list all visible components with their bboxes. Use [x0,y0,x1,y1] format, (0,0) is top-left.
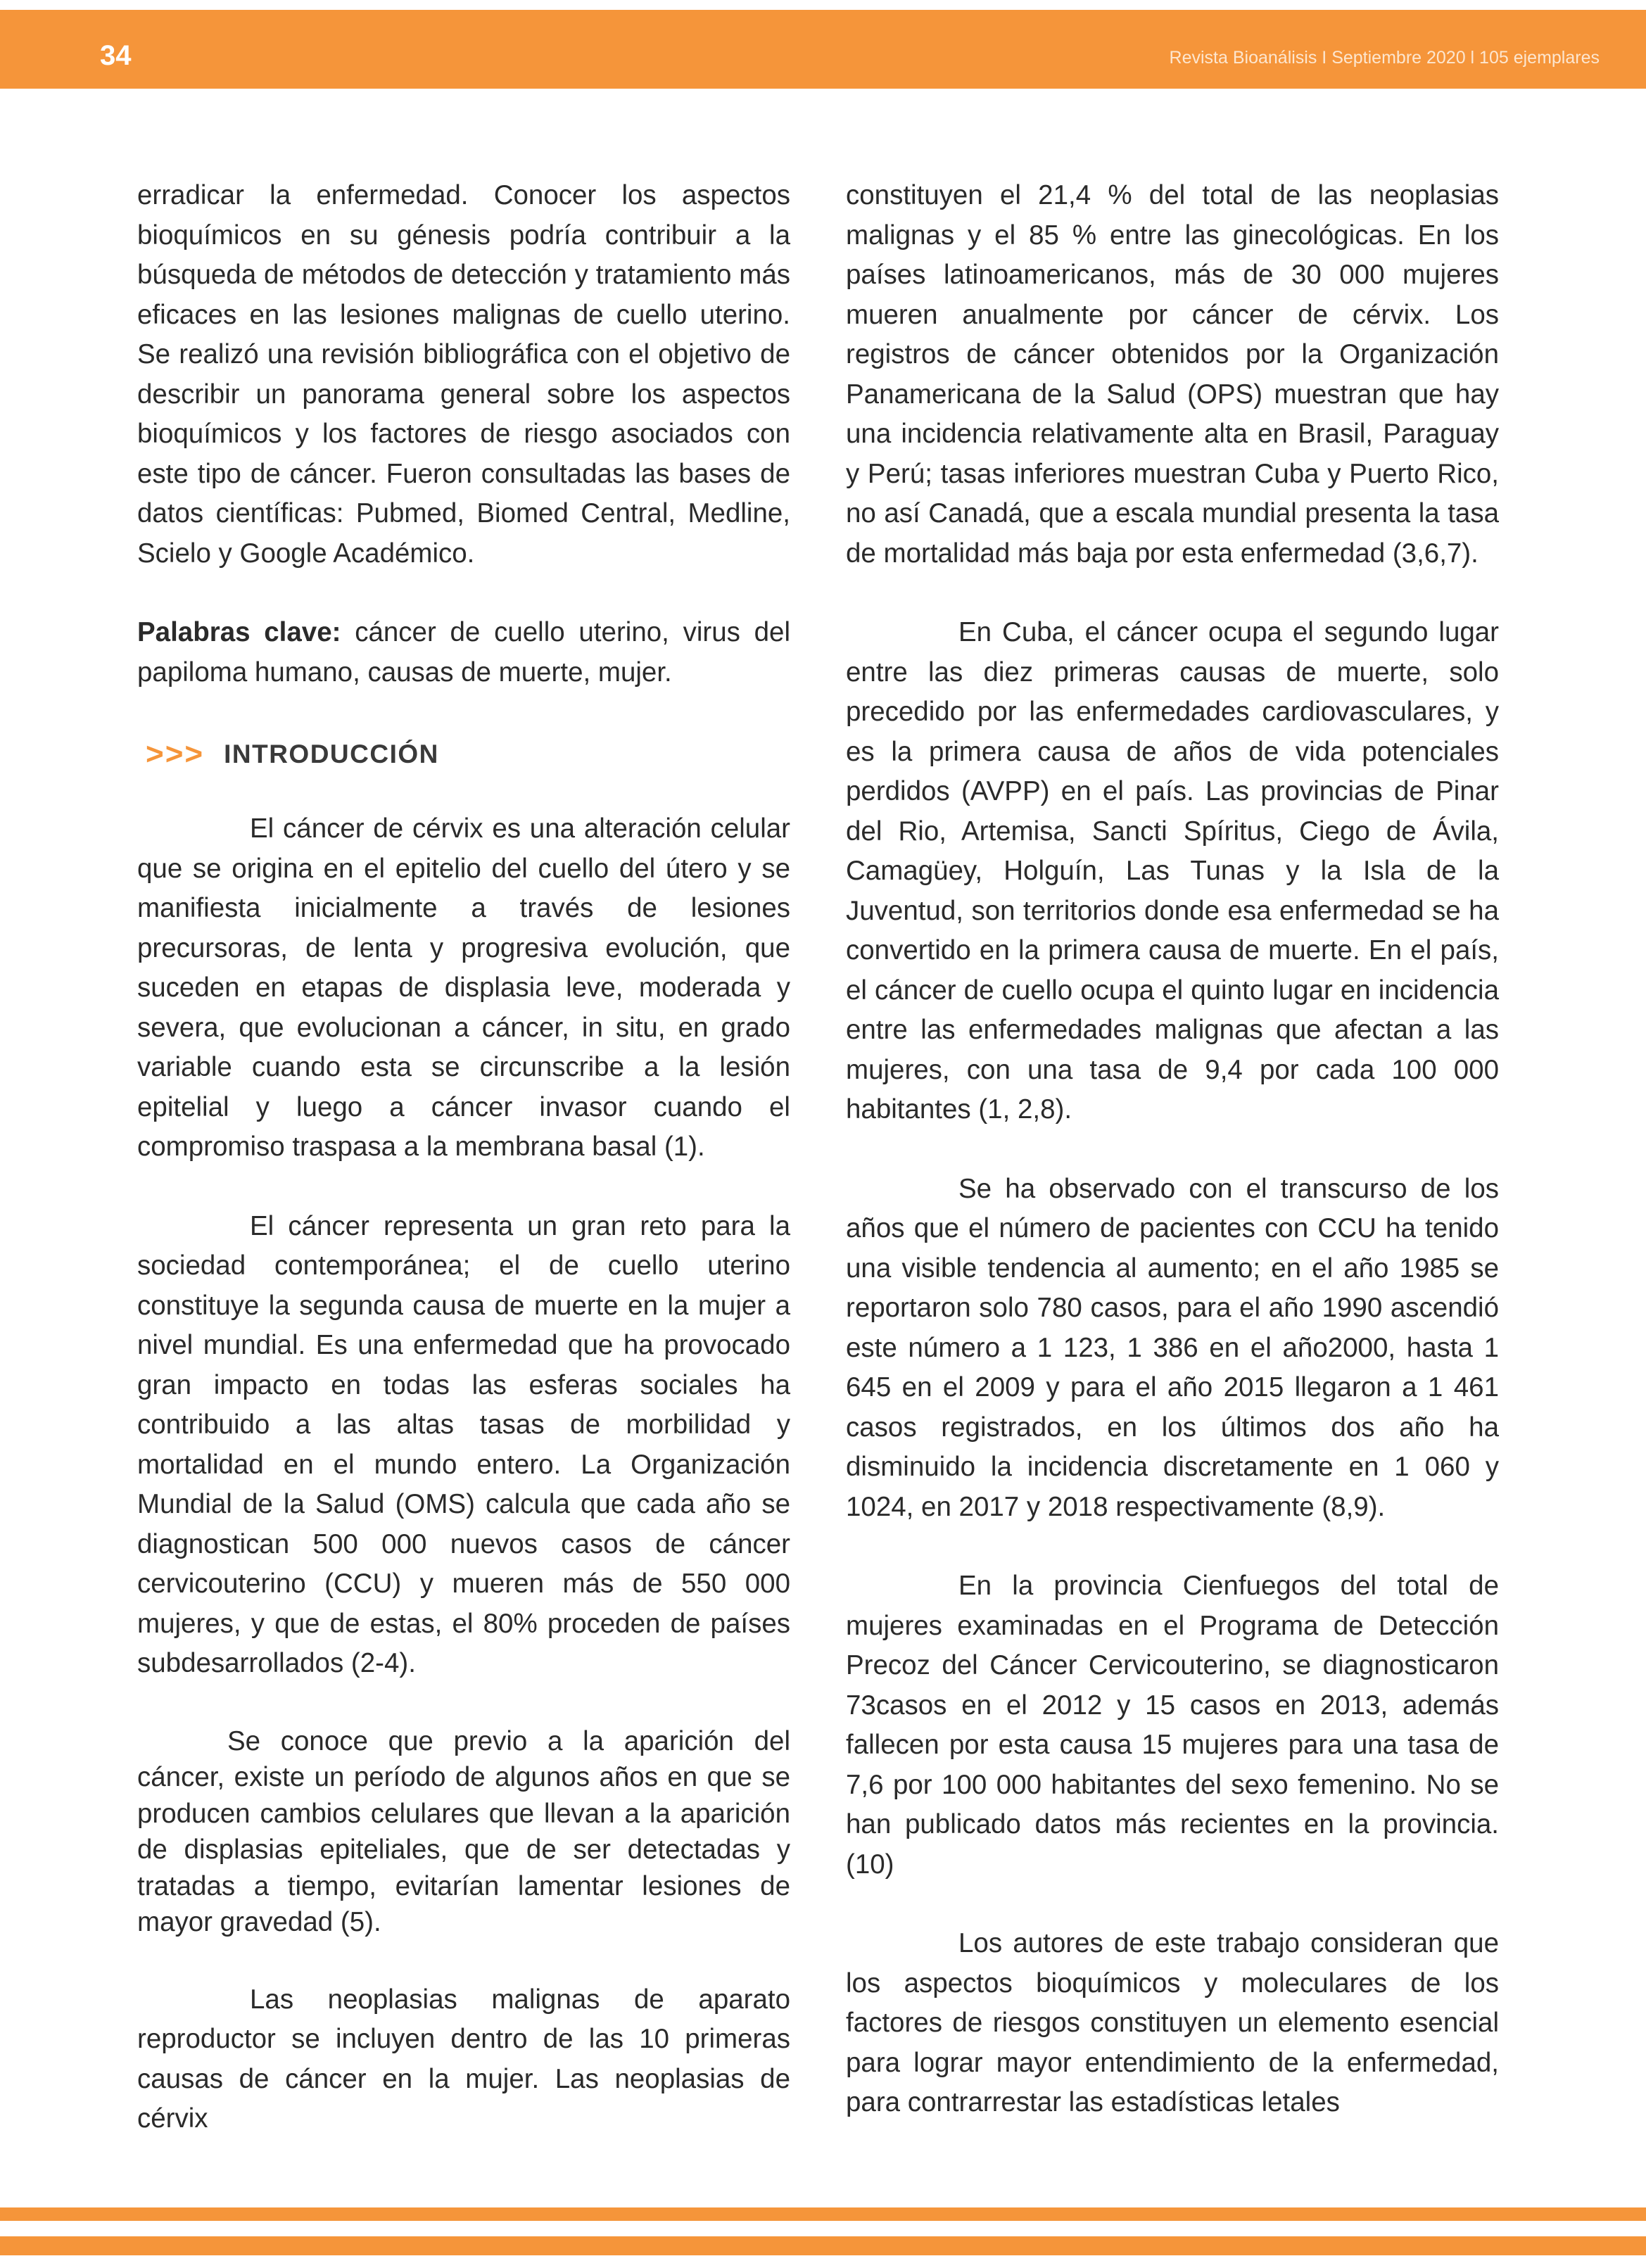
right-paragraph-1: En Cuba, el cáncer ocupa el segundo lugar entre las diez primeras causas de muerte, solo precedido por las enfermedades cardiovasculares, y es la primera causa de años de vida potenciales perdidos (AVPP) en el país. Las provincias de Pinar del Rio, Artemisa, Sancti Spíritus, Ciego de Ávila, Camagüey, Holguín, Las Tunas y la Isla de la Juventud, son territorios donde esa enfermedad se ha convertido en la primera causa de muerte. En el país, el cáncer de cuello ocupa el quinto lugar en incidencia entre las enfermedades malignas que afectan a las mujeres, con una tasa de 9,4 por cada 100 000 habitantes (1, 2,8). [846,617,1499,1125]
keywords-text: cáncer de cuello uterino, virus del papiloma humano, causas de muerte, mujer. [137,617,791,688]
footer-rule-lower [0,2236,1646,2255]
left-column [137,176,790,2179]
intro-paragraph-3: Se conoce que previo a la aparición del cáncer, existe un período de algunos años en que se producen cambios celulares que llevan a la aparición de displasias epiteliales, que de ser detectadas y tratadas a tiempo, evitarían lamentar lesiones de mayor gravedad (5). [137,1725,790,1937]
section-heading [146,735,790,774]
right-paragraph-3: En la provincia Cienfuegos del total de mujeres examinadas en el Programa de Detección Precoz del Cáncer Cervicouterino, se diagnosticaron 73casos en el 2012 y 15 casos en 2013, además fallecen por esta causa 15 mujeres para una tasa de 7,6 por 100 000 habitantes del sexo femenino. No se han publicado datos más recientes en la provincia. (10) [846,1571,1499,1880]
keywords-paragraph [137,613,790,692]
footer-rule-upper [0,2207,1646,2221]
abstract-end-paragraph: erradicar la enfermedad. Conocer los aspectos bioquímicos en su génesis podría contribuir a la búsqueda de métodos de detección y tratamiento más eficaces en las lesiones malignas de cuello uterino. Se realizó una revisión bibliográfica con el objetivo de describir un panorama general sobre los aspectos bioquímicos y los factores de riesgo asociados con este tipo de cáncer. Fueron consultadas las bases de datos científicas: Pubmed, Biomed Central, Medline, Scielo y Google Académico. [137,180,790,569]
header-band [0,10,1646,89]
section-title: INTRODUCCIÓN [224,739,439,768]
intro-paragraph-4: Las neoplasias malignas de aparato reproductor se incluyen dentro de las 10 primeras causas de cáncer en la mujer. Las neoplasias de cérvix [137,1984,790,2134]
intro-paragraph-1: El cáncer de cérvix es una alteración celular que se origina en el epitelio del cuello del útero y se manifiesta inicialmente a través de lesiones precursoras, de lenta y progresiva evolución, que suceden en etapas de displasia leve, moderada y severa, que evolucionan a cáncer, in situ, en grado variable cuando esta se circunscribe a la lesión epitelial y luego a cáncer invasor cuando el compromiso traspasa a la membrana basal (1). [137,813,790,1162]
keywords-label: Palabras clave: [137,617,341,647]
right-paragraph-4: Los autores de este trabajo consideran que los aspectos bioquímicos y moleculares de los factores de riesgos constituyen un elemento esencial para lograr mayor entendimiento de la enfermedad, para contrarrestar las estadísticas letales [846,1928,1499,2117]
intro-paragraph-2: El cáncer representa un gran reto para la sociedad contemporánea; el de cuello uterino constituye la segunda causa de muerte en la mujer a nivel mundial. Es una enfermedad que ha provocado gran impacto en todas las esferas sociales ha contribuido a las altas tasas de morbilidad y mortalidad en el mundo entero. La Organización Mundial de la Salud (OMS) calcula que cada año se diagnostican 500 000 nuevos casos de cáncer cervicouterino (CCU) y mueren más de 550 000 mujeres, y que de estas, el 80% proceden de países subdesarrollados (2-4). [137,1210,790,1678]
chevron-right-icon: >>> [146,737,205,771]
right-column [846,176,1499,2162]
right-paragraph-0: constituyen el 21,4 % del total de las neoplasias malignas y el 85 % entre las ginecológicas. En los países latinoamericanos, más de 30 000 mujeres mueren anualmente por cáncer de cérvix. Los registros de cáncer obtenidos por la Organización Panamericana de la Salud (OPS) muestran que hay una incidencia relativamente alta en Brasil, Paraguay y Perú; tasas inferiores muestran Cuba y Puerto Rico, no así Canadá, que a escala mundial presenta la tasa de mortalidad más baja por esta enfermedad (3,6,7). [846,180,1499,569]
running-header: Revista Bioanálisis I Septiembre 2020 l 105 ejemplares [1169,48,1600,68]
page-number: 34 [100,40,132,71]
right-paragraph-2: Se ha observado con el transcurso de los años que el número de pacientes con CCU ha tenido una visible tendencia al aumento; en el año 1985 se reportaron solo 780 casos, para el año 1990 ascendió este número a 1 123, 1 386 en el año2000, hasta 1 645 en el 2009 y para el año 2015 llegaron a 1 461 casos registrados, en los últimos dos año ha disminuido la incidencia discretamente en 1 060 y 1024, en 2017 y 2018 respectivamente (8,9). [846,1173,1499,1522]
